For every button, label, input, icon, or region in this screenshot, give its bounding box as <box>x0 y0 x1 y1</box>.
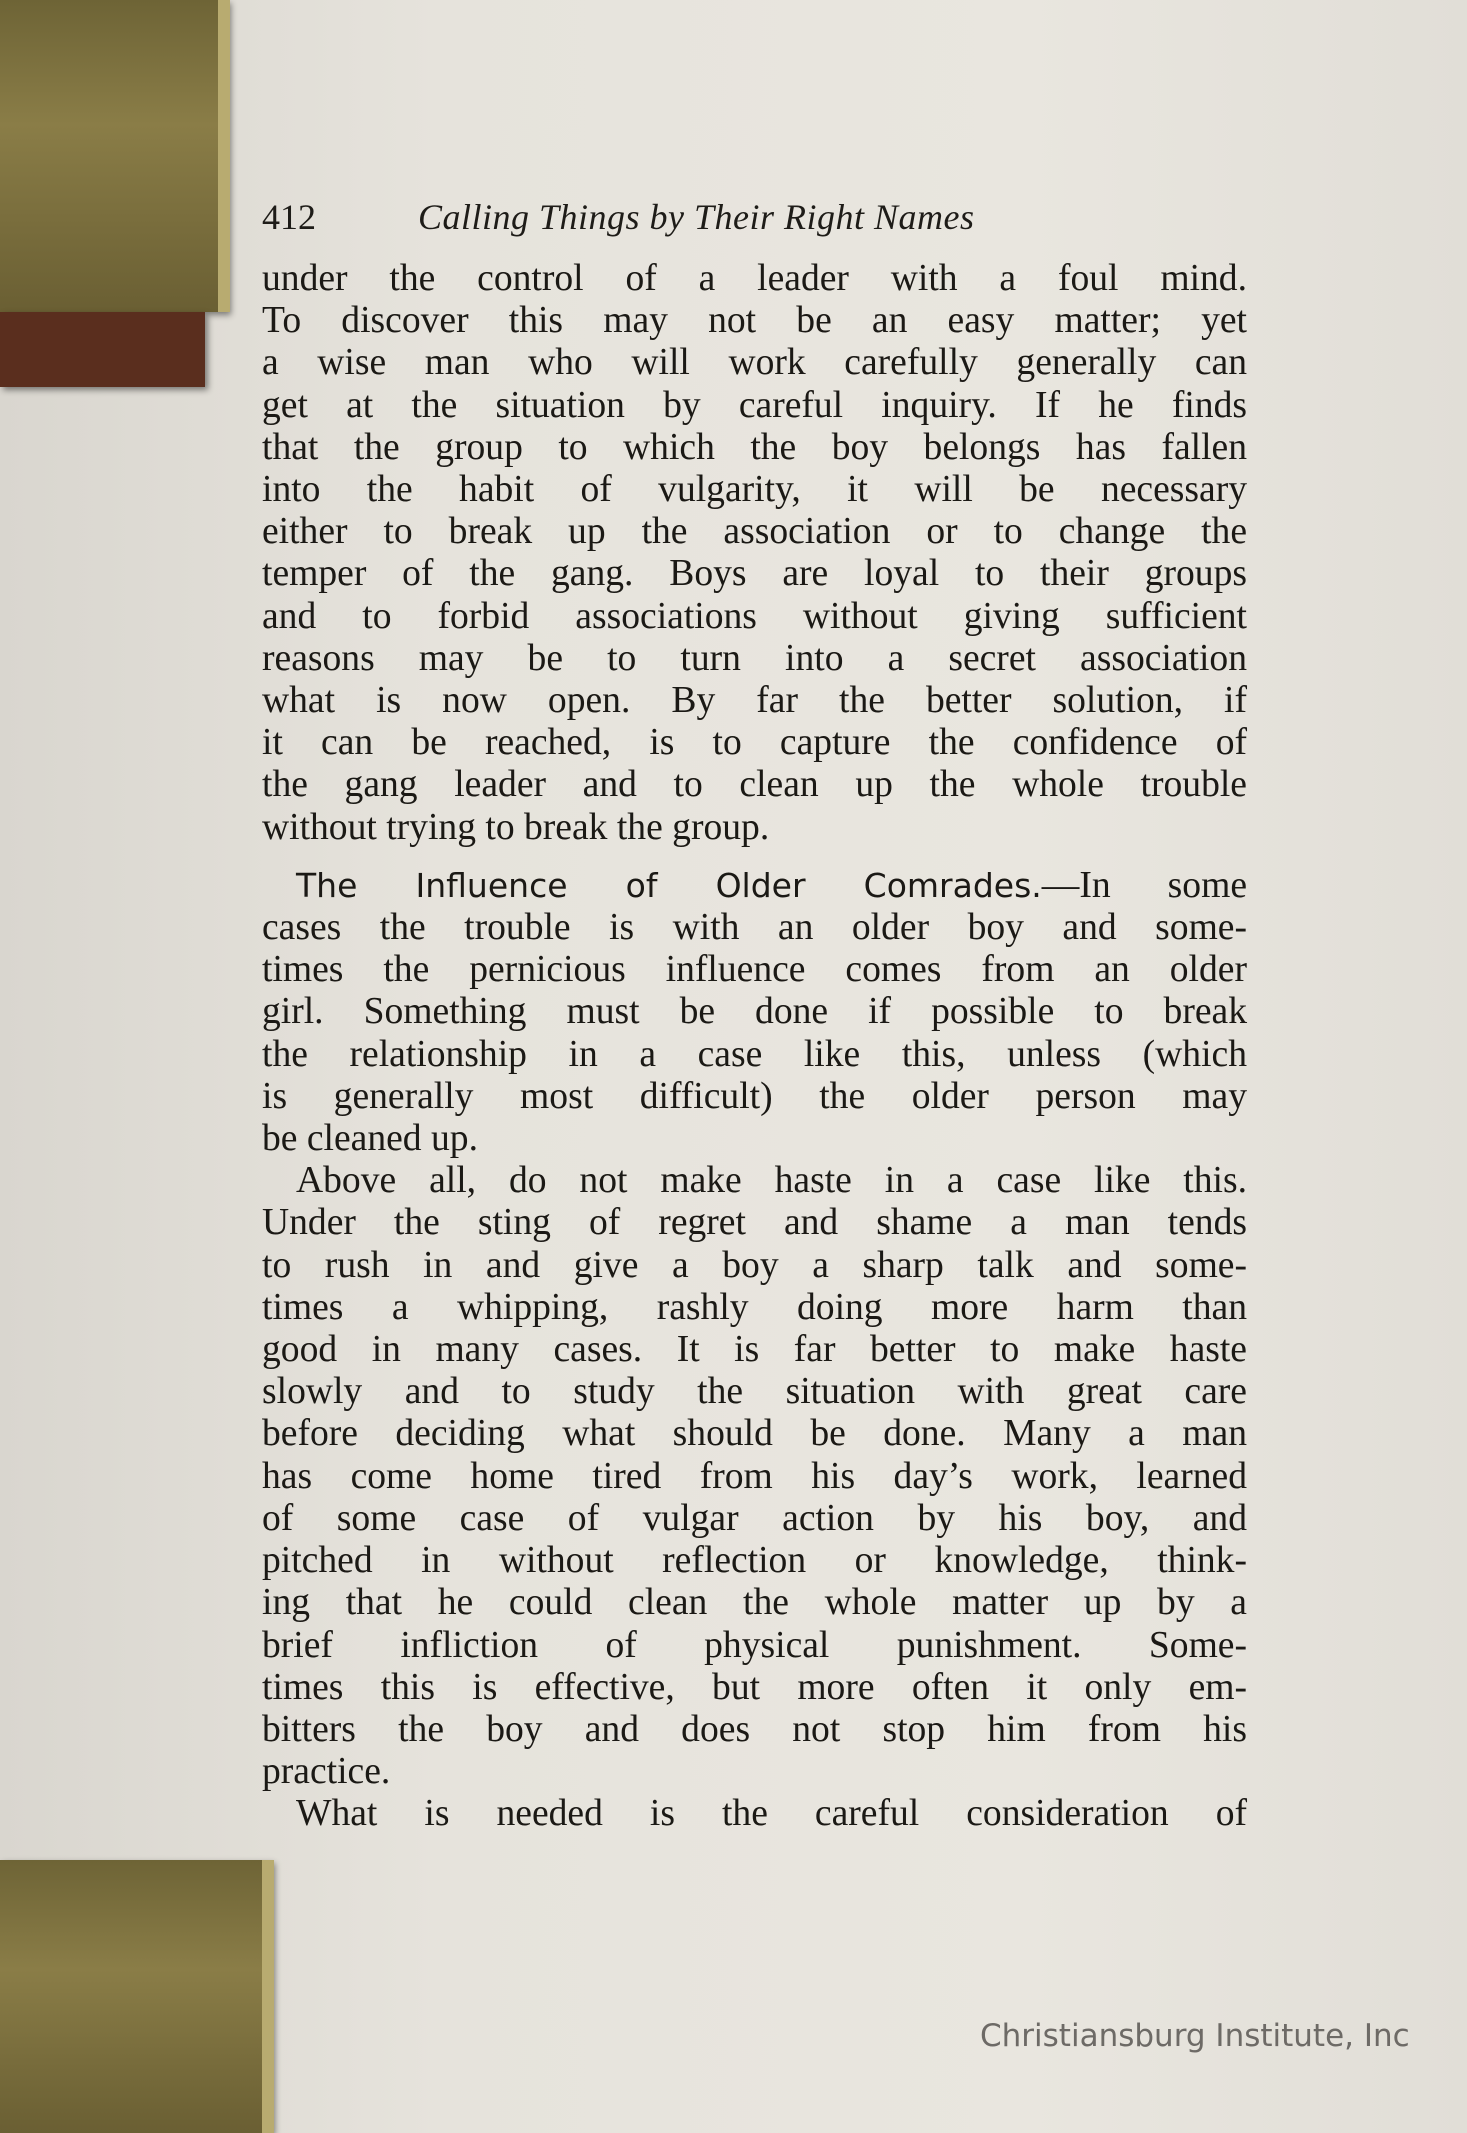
text-line: into the habit of vulgarity, it will be necessary <box>262 469 1247 511</box>
text-line: Above all, do not make haste in a case like this. <box>296 1160 1247 1202</box>
text-line: a wise man who will work carefully generally can <box>262 342 1247 384</box>
text-line: under the control of a leader with a foul mind. <box>262 258 1247 299</box>
binding-tab-top-lower <box>0 312 205 387</box>
text-line: is generally most difficult) the older person may <box>262 1075 1247 1117</box>
text-line: practice. <box>262 1751 391 1793</box>
text-line <box>262 865 1247 907</box>
binding-tab-top-edge <box>218 0 230 312</box>
watermark: Christiansburg Institute, Inc <box>980 2018 1410 2054</box>
paragraph-1 <box>262 258 1247 849</box>
text-line: be cleaned up. <box>262 1118 478 1160</box>
page-header <box>262 196 1247 242</box>
text-line: girl. Something must be done if possible to break <box>262 991 1247 1033</box>
text-line: that the group to which the boy belongs has fallen <box>262 426 1247 468</box>
text-line: what is now open. By far the better solution, if <box>262 680 1247 722</box>
text-line: bitters the boy and does not stop him from his <box>262 1708 1247 1750</box>
text-line: slowly and to study the situation with great care <box>262 1371 1247 1413</box>
binding-tab-top <box>0 0 228 312</box>
heading-continuation: —In some <box>1041 864 1247 906</box>
paragraph-2 <box>262 865 1247 1160</box>
section-heading: The Influence of Older Comrades. <box>296 865 1042 905</box>
text-line: To discover this may not be an easy matter; yet <box>262 300 1247 342</box>
text-line: reasons may be to turn into a secret association <box>262 637 1247 679</box>
text-line: the relationship in a case like this, unless (which <box>262 1033 1247 1075</box>
text-line: to rush in and give a boy a sharp talk and some- <box>262 1244 1247 1286</box>
text-line: Under the sting of regret and shame a man tends <box>262 1202 1247 1244</box>
text-line: without trying to break the group. <box>262 806 770 848</box>
paragraph-4 <box>262 1793 1247 1835</box>
text-line: cases the trouble is with an older boy and some- <box>262 907 1247 949</box>
body-text <box>262 258 1247 1836</box>
text-line: has come home tired from his day’s work, learned <box>262 1455 1247 1497</box>
text-line: temper of the gang. Boys are loyal to their groups <box>262 553 1247 595</box>
text-line: the gang leader and to clean up the whole trouble <box>262 764 1247 806</box>
text-line: it can be reached, is to capture the confidence of <box>262 722 1247 764</box>
text-line: before deciding what should be done. Many a man <box>262 1413 1247 1455</box>
running-title: Calling Things by Their Right Names <box>418 197 975 237</box>
text-line: times a whipping, rashly doing more harm than <box>262 1286 1247 1328</box>
text-line: of some case of vulgar action by his boy, and <box>262 1497 1247 1539</box>
paragraph-3 <box>262 1160 1247 1793</box>
text-line: and to forbid associations without giving sufficient <box>262 595 1247 637</box>
text-line: pitched in without reflection or knowledge, think- <box>262 1540 1247 1582</box>
binding-tab-bottom <box>0 1860 272 2133</box>
text-line: brief infliction of physical punishment. Some- <box>262 1624 1247 1666</box>
binding-tab-bottom-edge <box>262 1860 274 2133</box>
text-line: ing that he could clean the whole matter up by a <box>262 1582 1247 1624</box>
page-number: 412 <box>262 197 316 237</box>
text-line: get at the situation by careful inquiry. If he finds <box>262 384 1247 426</box>
text-line: times the pernicious influence comes from an older <box>262 949 1247 991</box>
text-line: times this is effective, but more often it only em- <box>262 1666 1247 1708</box>
text-line: What is needed is the careful consideration of <box>296 1793 1247 1835</box>
text-line: good in many cases. It is far better to make haste <box>262 1329 1247 1371</box>
text-line: either to break up the association or to change the <box>262 511 1247 553</box>
